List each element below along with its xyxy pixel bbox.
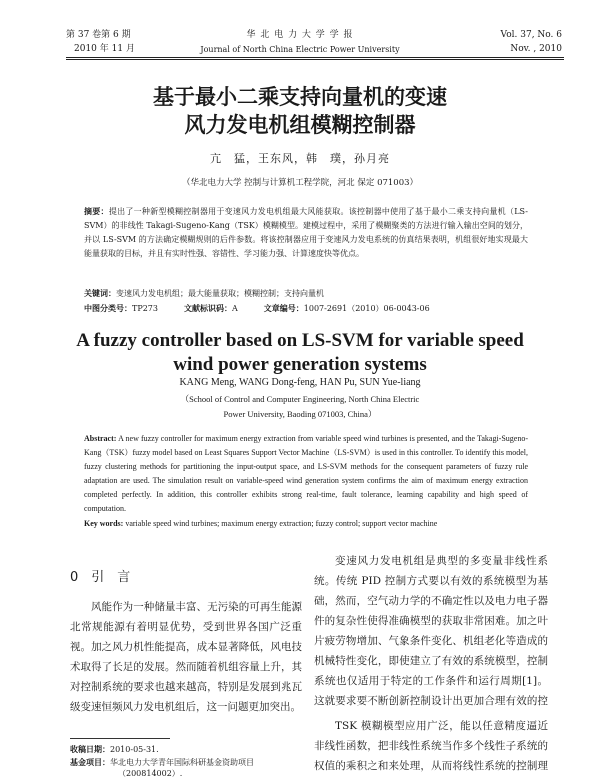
received-label: 收稿日期：	[70, 744, 110, 754]
abstract-en-text: A new fuzzy controller for maximum energy extraction from variable speed wind turbines is presented, and the Takagi-Sugeno-Kang（TSK）fuzzy model based on Least Squares Support Vector Machine（LS-SVM）is used in this controller. To identify this model, fuzzy clustering methods for partitioning the input-output space, and LS-SVM methods for the consequent parameters of fuzzy rule adaptation are used. The simulation result on variable-speed wind generation system confirms the aim of maximum energy extraction completed perfectly. In addition, this controller exhibits strong real-time, fault tolerance, learning capability and high speed of computation.	[84, 434, 528, 513]
right-column-para2	[314, 716, 548, 779]
keywords-en-text: variable speed wind turbines; maximum energy extraction; fuzzy control; support vector machine	[125, 519, 438, 528]
header-rule-top	[66, 57, 564, 58]
classification-line	[84, 301, 528, 316]
header-journal-cn: 华 北 电 力 大 学 学 报	[246, 30, 354, 40]
title-en-line2: wind power generation systems	[173, 354, 427, 375]
keywords-en	[84, 517, 528, 531]
affiliation-en-line2: Power University, Baoding 071003, China）	[223, 409, 377, 419]
abstract-cn-text: 提出了一种新型模糊控制器用于变速风力发电机组最大风能获取。该控制器中使用了基于最小二乘支持向量机（LS-SVM）的非线性 Takagi-Sugeno-Kang（TSK）模糊模型。建模过程中，采用了模糊聚类的方法进行输入输出空间的划分，并以 LS-SVM 的方法确定模糊规则的后件参数。将该控制器应用于变速风力发电系统的仿真结果表明，机组很好地实现最大能量获取的目标，并且有实时性强、容错性、学习能力强、计算速度快等优点。	[84, 207, 528, 258]
affiliation-en-line1: （School of Control and Computer Engineering, North China Electric	[180, 394, 420, 404]
keywords-en-label: Key words:	[84, 519, 124, 528]
header-volume: Vol. 37, No. 6	[500, 30, 562, 40]
abstract-en	[84, 432, 528, 516]
fund-label: 基金项目：	[70, 757, 110, 767]
abstract-en-label: Abstract:	[84, 434, 117, 443]
section-heading-intro: 0 引 言	[70, 570, 131, 585]
footnote-received	[70, 743, 159, 756]
title-en-line1: A fuzzy controller based on LS-SVM for variable speed	[76, 330, 524, 351]
abstract-cn-label: 摘要：	[84, 206, 109, 216]
authors-cn: 亢 猛，王东风，韩 璞，孙月亮	[210, 152, 390, 165]
right-column-para1	[314, 551, 548, 711]
footnote-fund-number: （200814002）.	[118, 769, 183, 778]
header-date: 2010 年 11 月	[74, 44, 135, 54]
right-column-para1-text: 变速风力发电机组是典型的多变量非线性系统。传统 PID 控制方式要以有效的系统模型为基础，然而，空气动力学的不确定性以及电力电子器件的复杂性使得准确模型的获取非常困难。加之叶片疲劳物增加、气象条件变化、机组老化等造成的机械特性变化，即使建立了有效的系统模型，控制系统也仅适用于特定的工作条件和运行周期[1]。这就要求要不断创新控制设计出更加合理有效的控	[314, 555, 548, 707]
header-rule-bottom	[66, 59, 564, 60]
left-column-text: 风能作为一种储量丰富、无污染的可再生能源北常规能源有着明显优势，受到世界各国广泛重视。加之风力机性能提高，成本显著降低，风电技术取得了长足的发展。然而随着机组容量上升，其对控制系统的要求也越来越高，特别是发展到兆瓦级变速恒频风力发电机组后，这一问题更加突出。	[70, 601, 302, 713]
header-journal-en: Journal of North China Electric Power University	[200, 45, 400, 54]
title-cn-line2: 风力发电机组模糊控制器	[184, 113, 416, 137]
doc-code-value: A	[232, 304, 238, 313]
doc-code-label: 文献标识码：	[184, 303, 232, 313]
keywords-cn	[84, 286, 528, 301]
article-id-label: 文章编号：	[263, 303, 304, 313]
authors-en: KANG Meng, WANG Dong-feng, HAN Pu, SUN Yue-liang	[179, 377, 421, 388]
received-date: 2010-05-31.	[110, 745, 159, 754]
title-cn-line1: 基于最小二乘支持向量机的变速	[153, 85, 447, 109]
keywords-cn-text: 变速风力发电机组；最大能量获取；模糊控制；支持向量机	[116, 289, 324, 298]
affiliation-cn: （华北电力大学 控制与计算机工程学院，河北 保定 071003）	[181, 178, 419, 188]
abstract-cn	[84, 204, 528, 288]
header-month: Nov. , 2010	[510, 44, 562, 54]
clc-value: TP273	[132, 304, 158, 313]
article-id-value: 1007-2691（2010）06-0043-06	[303, 304, 430, 313]
header-issue: 第 37 卷第 6 期	[66, 30, 131, 40]
keywords-cn-label: 关键词：	[84, 288, 116, 298]
right-column-para2-text: TSK 模糊模型应用广泛，能以任意精度逼近非线性函数，把非线性系统当作多个线性子系统的权值的乘积之和来处理，从而将线性系统的控制理	[314, 720, 548, 772]
footnote-rule	[70, 738, 170, 739]
clc-label: 中图分类号：	[84, 303, 132, 313]
fund-text: 华北电力大学青年国际科研基金资助项目	[110, 758, 254, 767]
left-column-paragraph	[70, 597, 302, 721]
